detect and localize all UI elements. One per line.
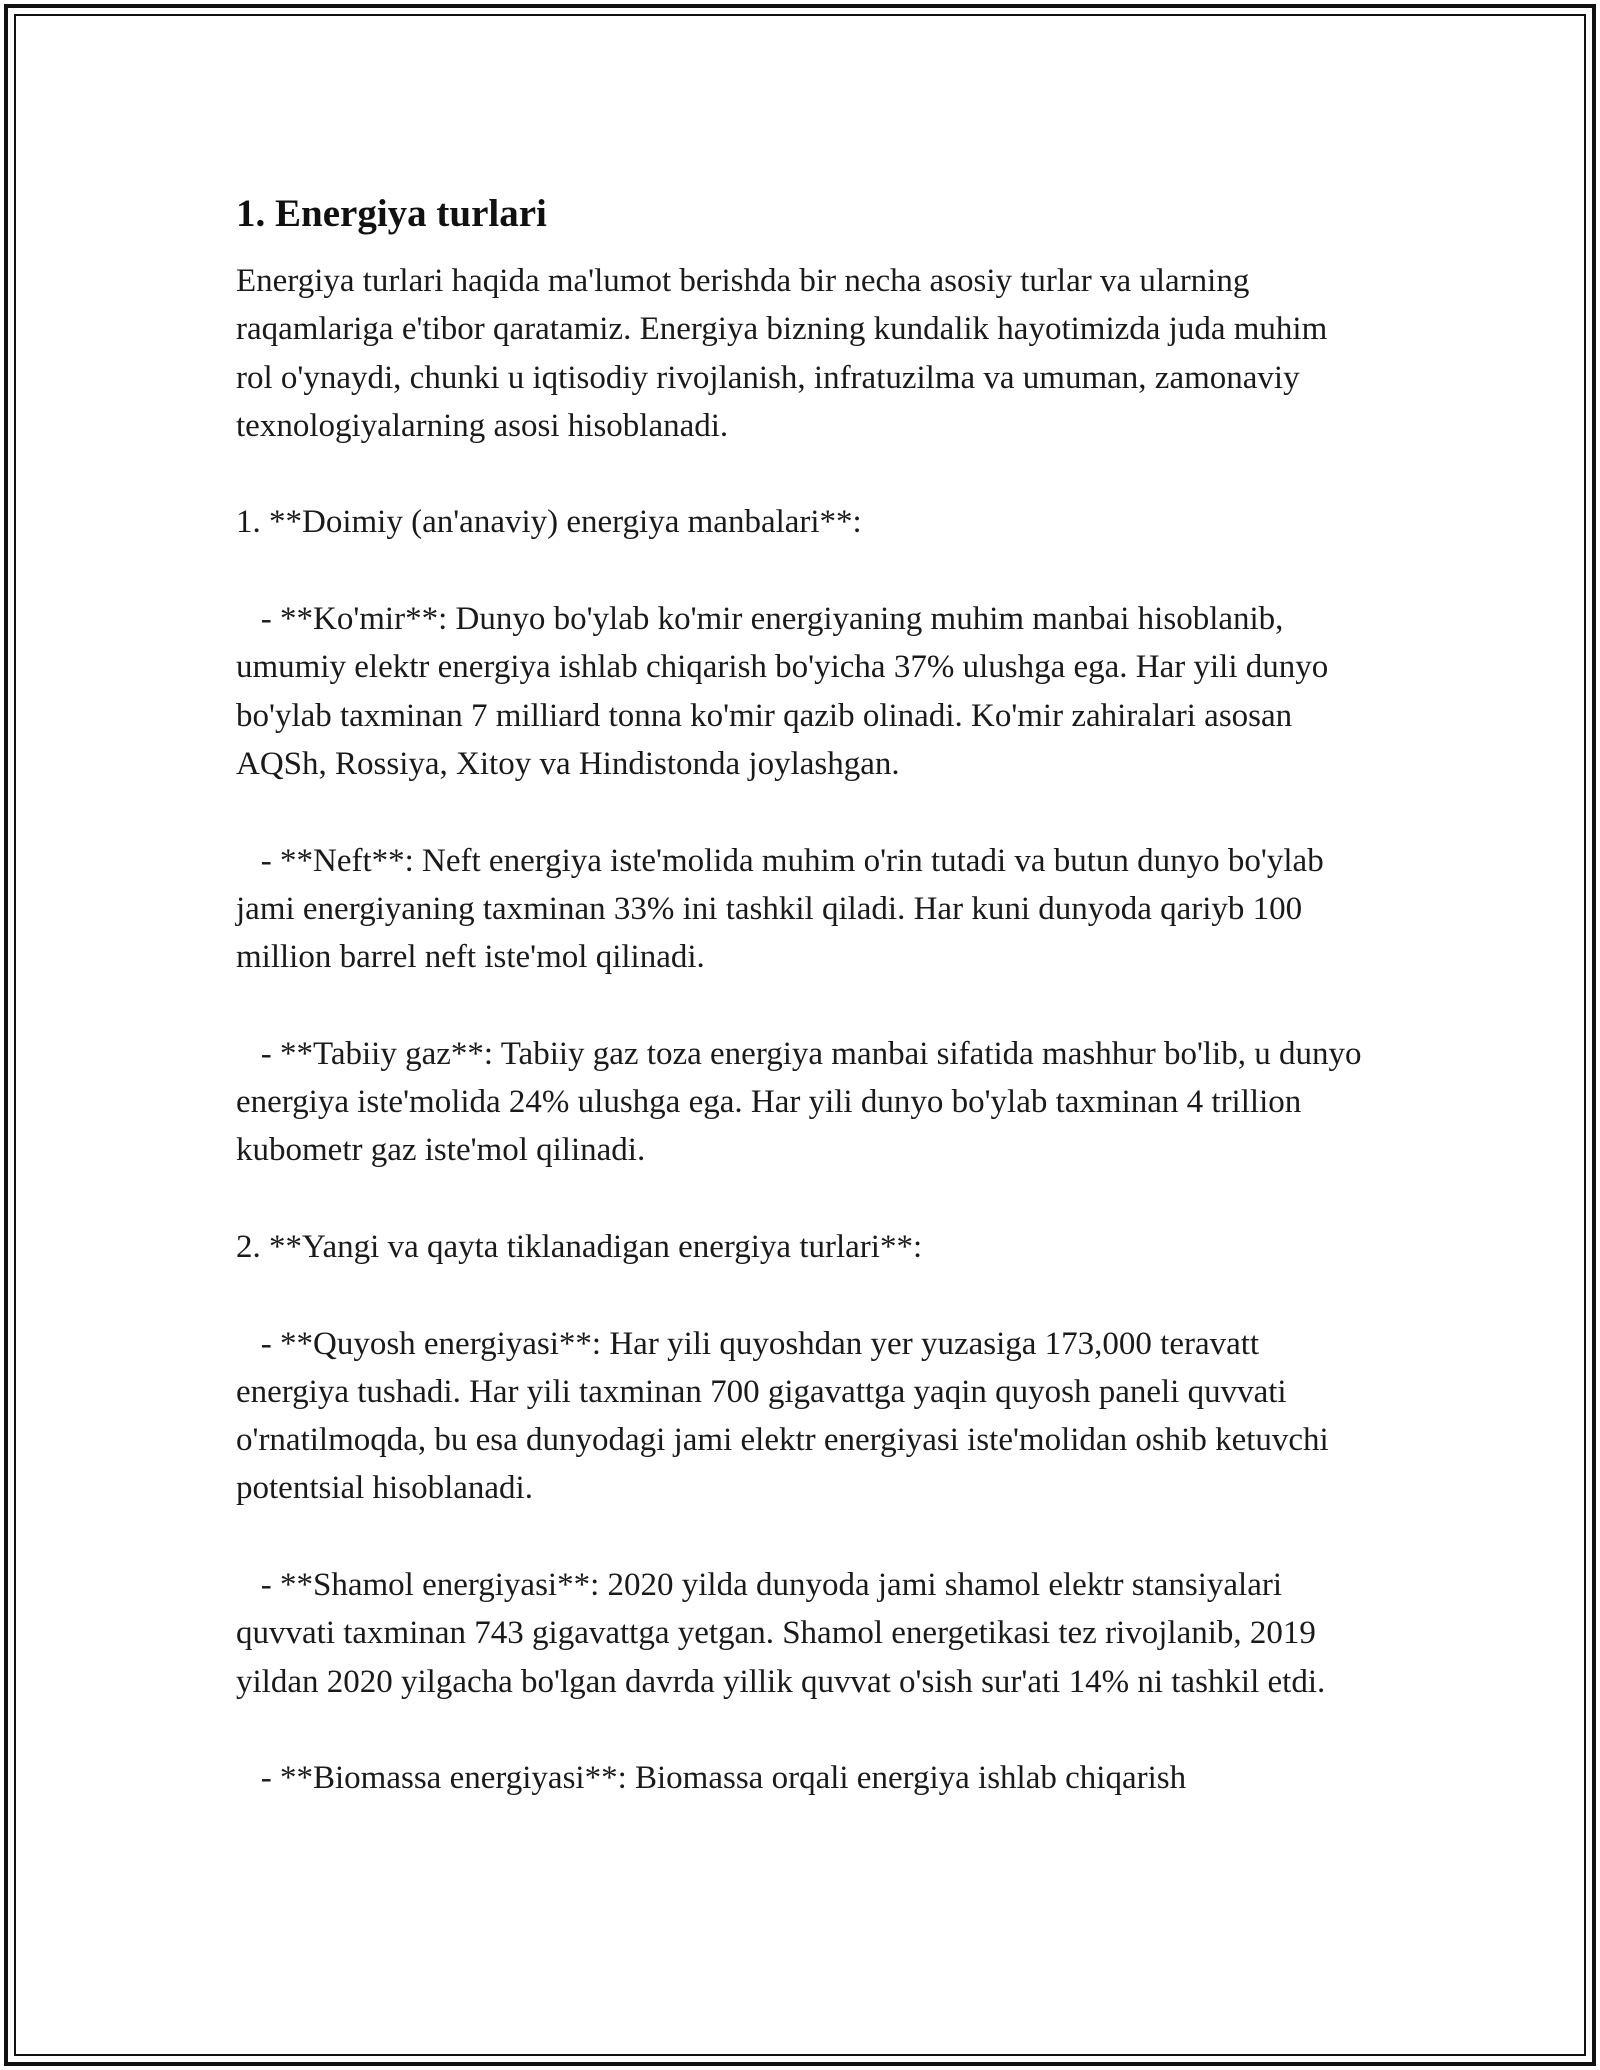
list-item-solar: - **Quyosh energiyasi**: Har yili quyoshdan yer yuzasiga 173,000 teravatt energiya tushadi. Har yili taxminan 700 gigavattga yaqin quyosh paneli quvvati o'rnatilmoqda, bu esa dunyodagi jami elektr energiyasi iste'molidan oshib ketuvchi potentsial hisoblanadi. [236,1325,1337,1507]
list-item-biomass: - **Biomassa energiyasi**: Biomassa orqali energiya ishlab chiqarish [236,1760,1187,1797]
list-item-oil: - **Neft**: Neft energiya iste'molida muhim o'rin tutadi va butun dunyo bo'ylab jami energiyaning taxminan 33% ini tashkil qiladi. Har kuni dunyoda qariyb 100 million barrel neft iste'mol qilinadi. [236,842,1332,976]
section-heading-traditional: 1. **Doimiy (an'anaviy) energiya manbalari**: [236,504,862,541]
page-title: 1. Energiya turlari [236,192,547,235]
document-body [236,184,1370,1803]
list-item-coal: - **Ko'mir**: Dunyo bo'ylab ko'mir energiyaning muhim manbai hisoblanib, umumiy elektr energiya ishlab chiqarish bo'yicha 37% ulushga ega. Har yili dunyo bo'ylab taxminan 7 milliard tonna ko'mir qazib olinadi. Ko'mir zahiralari asosan AQSh, Rossiya, Xitoy va Hindistonda joylashgan. [236,601,1337,782]
section-heading-renewable: 2. **Yangi va qayta tiklanadigan energiya turlari**: [236,1228,923,1265]
list-item-wind: - **Shamol energiyasi**: 2020 yilda dunyoda jami shamol elektr stansiyalari quvvati taxminan 743 gigavattga yetgan. Shamol energetikasi tez rivojlanib, 2019 yildan 2020 yilgacha bo'lgan davrda yillik quvvat o'sish sur'ati 14% ni tashkil etdi. [236,1567,1326,1700]
intro-paragraph: Energiya turlari haqida ma'lumot berishda bir necha asosiy turlar va ularning raqamlariga e'tibor qaratamiz. Energiya bizning kundalik hayotimizda juda muhim rol o'ynaydi, chunki u iqtisodiy rivojlanish, infratuzilma va umuman, zamonaviy texnologiyalarning asosi hisoblanadi. [236,263,1336,444]
list-item-natural-gas: - **Tabiiy gaz**: Tabiiy gaz toza energiya manbai sifatida mashhur bo'lib, u dunyo energiya iste'molida 24% ulushga ega. Har yili dunyo bo'ylab taxminan 4 trillion kubometr gaz iste'mol qilinadi. [236,1035,1370,1169]
